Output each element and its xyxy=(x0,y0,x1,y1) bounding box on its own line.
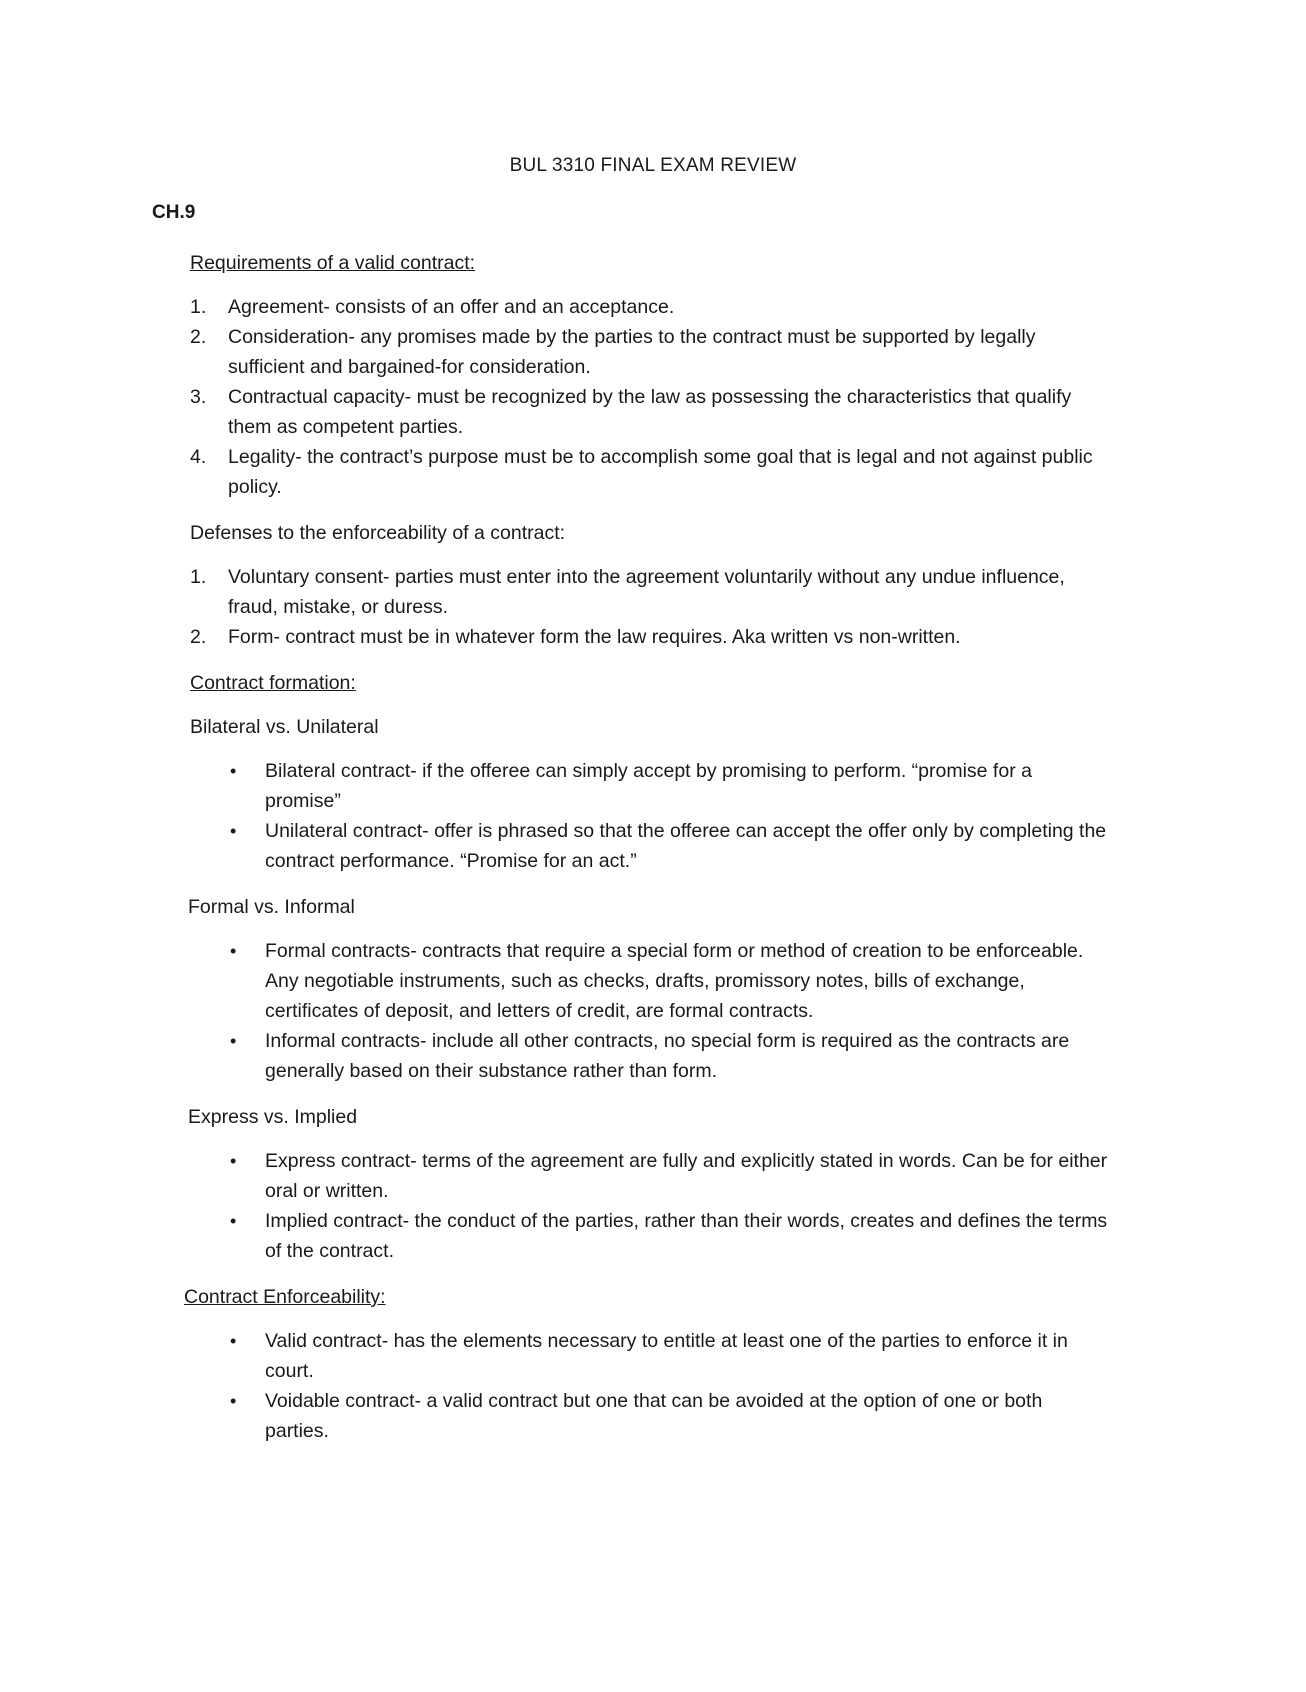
enforceability-list xyxy=(190,1326,1150,1446)
list-number: 1. xyxy=(190,566,207,588)
list-item-text: Agreement- consists of an offer and an acceptance. xyxy=(228,296,675,318)
formal-list xyxy=(190,936,1150,1086)
requirements-heading: Requirements of a valid contract: xyxy=(190,252,476,274)
document-body xyxy=(184,248,1150,1462)
bullet-icon: • xyxy=(230,761,237,781)
list-item xyxy=(190,816,1110,876)
list-number: 2. xyxy=(190,626,207,648)
list-item xyxy=(190,936,1110,1026)
defenses-heading: Defenses to the enforceability of a contract: xyxy=(190,522,566,544)
enforceability-heading: Contract Enforceability: xyxy=(184,1286,386,1308)
bullet-icon: • xyxy=(230,1151,237,1171)
bilateral-list xyxy=(190,756,1150,876)
list-number: 3. xyxy=(190,386,207,408)
bullet-icon: • xyxy=(230,1211,237,1231)
list-item-text: Consideration- any promises made by the parties to the contract must be supported by legally sufficient and bargained-for consideration. xyxy=(228,326,1036,378)
list-item xyxy=(190,756,1110,816)
chapter-heading: CH.9 xyxy=(152,202,196,223)
list-item xyxy=(190,1026,1110,1086)
list-item-text: Valid contract- has the elements necessary to entitle at least one of the parties to enforce it in court. xyxy=(265,1330,1068,1382)
list-item-text: Voidable contract- a valid contract but one that can be avoided at the option of one or both parties. xyxy=(265,1390,1043,1442)
list-item xyxy=(190,1326,1110,1386)
list-item xyxy=(190,562,1110,622)
formal-heading: Formal vs. Informal xyxy=(188,896,355,918)
express-list xyxy=(190,1146,1150,1266)
express-heading: Express vs. Implied xyxy=(188,1106,358,1128)
list-item-text: Form- contract must be in whatever form the law requires. Aka written vs non-written. xyxy=(228,626,961,648)
requirements-list xyxy=(190,292,1150,502)
list-number: 4. xyxy=(190,446,207,468)
list-item-text: Informal contracts- include all other contracts, no special form is required as the contracts are generally based on their substance rather than form. xyxy=(265,1030,1070,1082)
bullet-icon: • xyxy=(230,1391,237,1411)
defenses-list xyxy=(190,562,1150,652)
formation-heading: Contract formation: xyxy=(190,672,356,694)
list-number: 2. xyxy=(190,326,207,348)
bilateral-heading: Bilateral vs. Unilateral xyxy=(190,716,379,738)
list-item xyxy=(190,622,1110,652)
list-item xyxy=(190,1386,1110,1446)
list-item-text: Contractual capacity- must be recognized by the law as possessing the characteristics that qualify them as competent parties. xyxy=(228,386,1072,438)
bullet-icon: • xyxy=(230,1031,237,1051)
list-item xyxy=(190,1206,1110,1266)
list-item xyxy=(190,442,1110,502)
list-item-text: Voluntary consent- parties must enter into the agreement voluntarily without any undue influence, fraud, mistake, or duress. xyxy=(228,566,1065,618)
list-number: 1. xyxy=(190,296,207,318)
bullet-icon: • xyxy=(230,941,237,961)
document-title: BUL 3310 FINAL EXAM REVIEW xyxy=(509,155,797,176)
list-item-text: Legality- the contract’s purpose must be to accomplish some goal that is legal and not against public policy. xyxy=(228,446,1093,498)
list-item xyxy=(190,292,1110,322)
list-item xyxy=(190,382,1110,442)
bullet-icon: • xyxy=(230,1331,237,1351)
list-item-text: Express contract- terms of the agreement are fully and explicitly stated in words. Can be for either oral or written. xyxy=(265,1150,1108,1202)
list-item-text: Formal contracts- contracts that require a special form or method of creation to be enforceable. Any negotiable instruments, such as checks, drafts, promissory notes, bills of exchange, certificates of deposit, and letters of credit, are formal contracts. xyxy=(265,940,1084,1022)
list-item-text: Implied contract- the conduct of the parties, rather than their words, creates and defines the terms of the contract. xyxy=(265,1210,1108,1262)
list-item xyxy=(190,322,1110,382)
bullet-icon: • xyxy=(230,821,237,841)
list-item xyxy=(190,1146,1110,1206)
list-item-text: Bilateral contract- if the offeree can simply accept by promising to perform. “promise for a promise” xyxy=(265,760,1032,812)
list-item-text: Unilateral contract- offer is phrased so that the offeree can accept the offer only by completing the contract performance. “Promise for an act.” xyxy=(265,820,1107,872)
